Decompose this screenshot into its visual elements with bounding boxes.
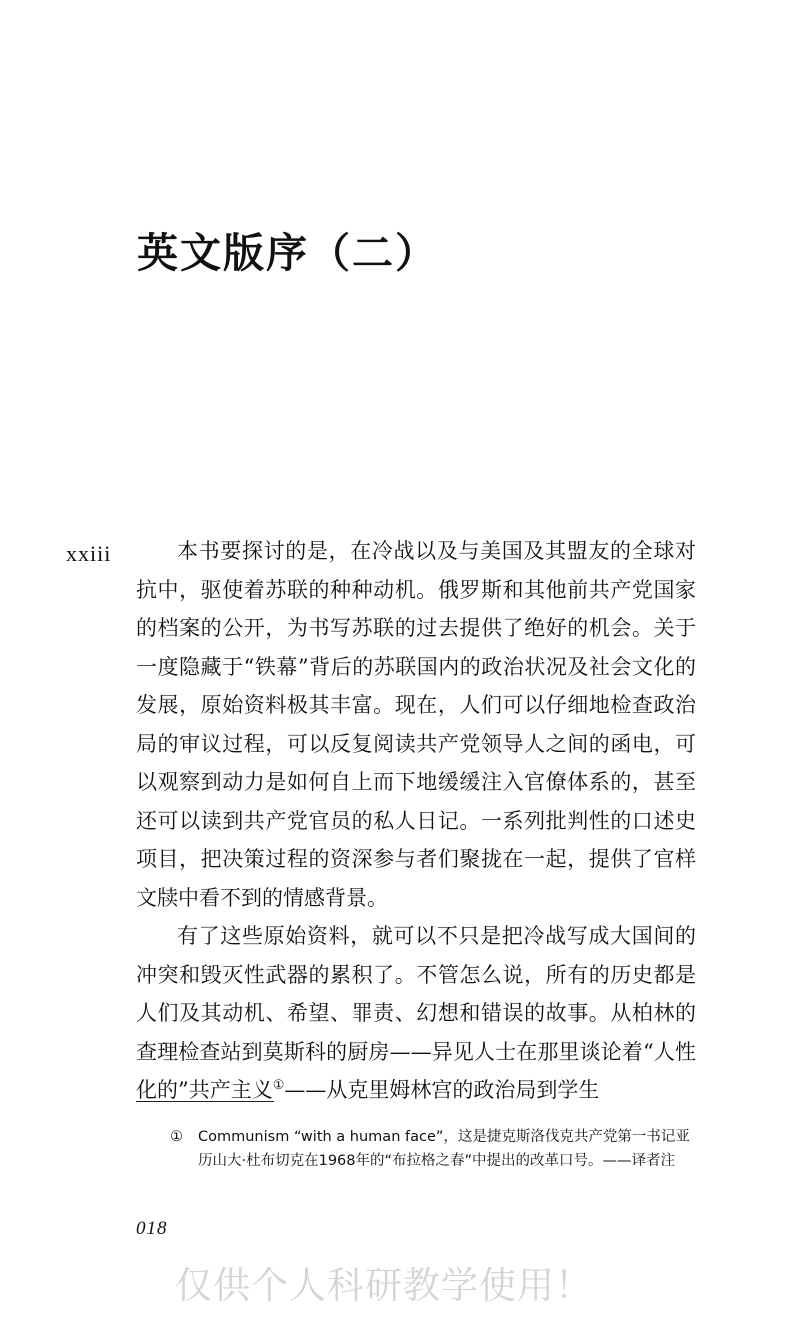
paragraph-2 [136,917,696,1110]
footnote-mark: ① [170,1129,183,1145]
chapter-title: 英文版序（二） [137,229,438,277]
paragraph-2-text: 有了这些原始资料，就可以不只是把冷战写成大国间的冲突和毁灭性武器的累积了。不管怎么说，所有的历史都是人们及其动机、希望、罪责、幻想和错误的故事。从柏林的查理检查站到莫斯科的厨房——异见人士在那里谈论着“人性化的”共产主义 [136,924,696,1102]
footnote [170,1125,690,1173]
paragraph-2-continuation: ——从克里姆林宫的政治局到学生 [284,1078,600,1102]
margin-page-marker: xxiii [66,541,112,566]
footnote-separator [136,1101,274,1102]
paragraph-1: 本书要探讨的是，在冷战以及与美国及其盟友的全球对抗中，驱使着苏联的种种动机。俄罗斯和其他前共产党国家的档案的公开，为书写苏联的过去提供了绝好的机会。关于一度隐藏于“铁幕”背后的苏联国内的政治状况及社会文化的发展，原始资料极其丰富。现在，人们可以仔细地检查政治局的审议过程，可以反复阅读共产党领导人之间的函电，可以观察到动力是如何自上而下地缓缓注入官僚体系的，甚至还可以读到共产党官员的私人日记。一系列批判性的口述史项目，把决策过程的资深参与者们聚拢在一起，提供了官样文牍中看不到的情感背景。 [136,539,696,910]
watermark: 仅供个人科研教学使用！ [175,1264,593,1307]
body-text [136,532,696,1110]
page-number: 018 [136,1218,168,1239]
footnote-text: Communism “with a human face”，这是捷克斯洛伐克共产党第一书记亚历山大·杜布切克在1968年的“布拉格之春”中提出的改革口号。——译者注 [198,1129,690,1169]
footnote-reference[interactable]: ① [272,1078,285,1093]
